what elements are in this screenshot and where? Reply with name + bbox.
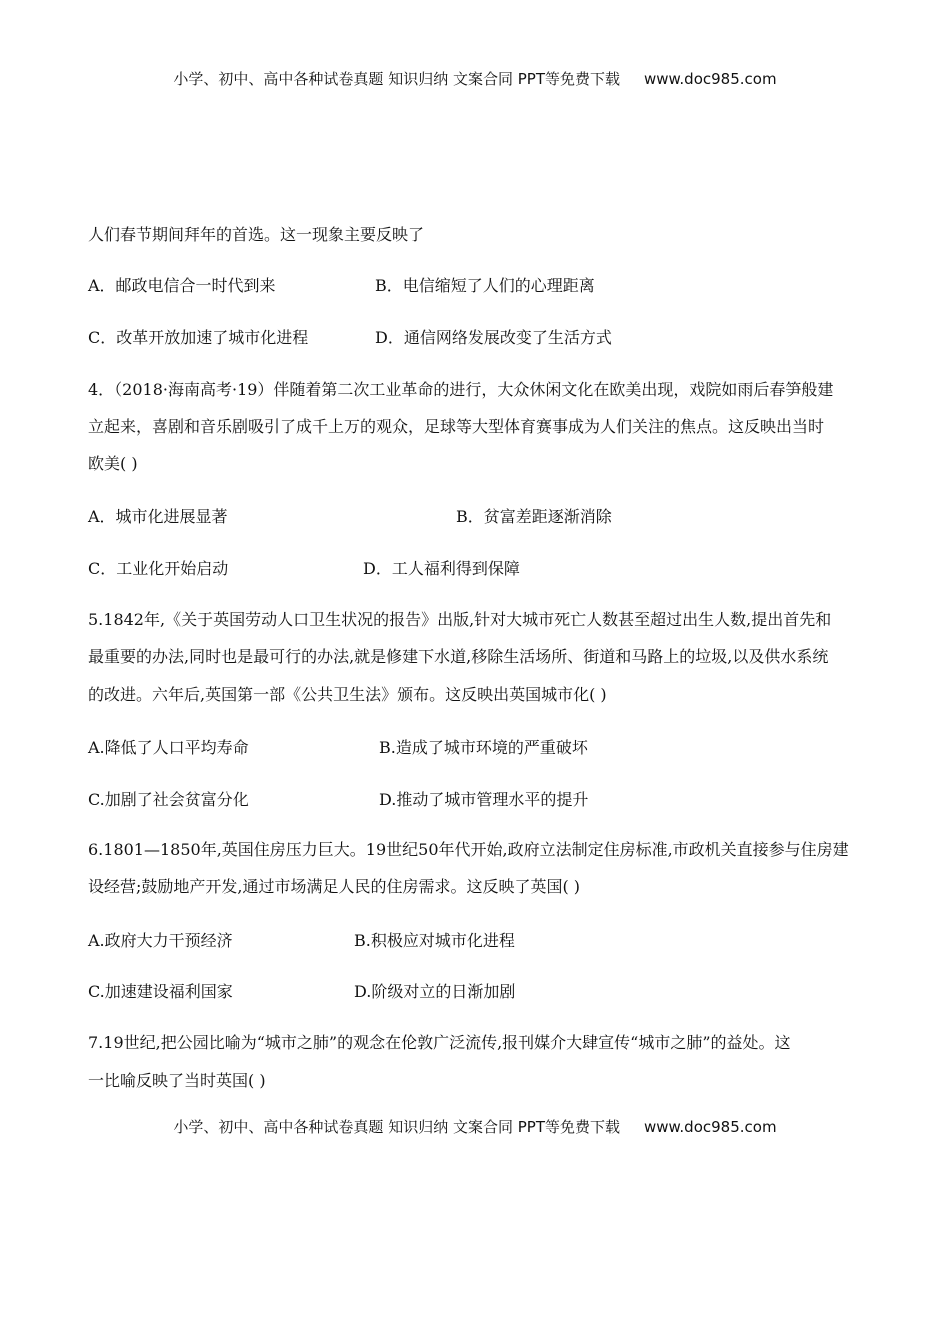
header-url[interactable]: www.doc985.com <box>643 70 777 88</box>
q7-stem-line-1: 7.19世纪,把公园比喻为“城市之肺”的观念在伦敦广泛流传,报刊媒介大肆宣传“城市之肺”的益处。这 <box>88 1033 791 1052</box>
footer-url[interactable]: www.doc985.com <box>643 1118 777 1136</box>
q4-option-a: A．城市化进展显著 <box>88 507 228 526</box>
q4-option-c: C．工业化开始启动 <box>88 559 229 578</box>
q6-option-c: C.加速建设福利国家 <box>88 982 233 1001</box>
header-text: 小学、初中、高中各种试卷真题 知识归纳 文案合同 PPT等免费下载 <box>173 70 620 88</box>
q6-option-d: D.阶级对立的日渐加剧 <box>354 982 516 1001</box>
q6-option-b: B.积极应对城市化进程 <box>354 931 515 950</box>
page-footer <box>0 1116 950 1137</box>
q5-option-c: C.加剧了社会贫富分化 <box>88 790 249 809</box>
q5-option-d: D.推动了城市管理水平的提升 <box>379 790 589 809</box>
q5-stem-line-2: 最重要的办法,同时也是最可行的办法,就是修建下水道,移除生活场所、街道和马路上的垃圾,以及供水系统 <box>88 647 829 666</box>
q3-option-c: C．改革开放加速了城市化进程 <box>88 328 309 347</box>
q7-stem-line-2: 一比喻反映了当时英国( ) <box>88 1071 266 1090</box>
q4-stem-line-3: 欧美( ) <box>88 454 138 473</box>
q4-stem-line-1: 4．（2018·海南高考·19）伴随着第二次工业革命的进行，大众休闲文化在欧美出现，戏院如雨后春笋般建 <box>88 380 834 399</box>
q6-option-a: A.政府大力干预经济 <box>88 931 233 950</box>
q5-stem-line-3: 的改进。六年后,英国第一部《公共卫生法》颁布。这反映出英国城市化( ) <box>88 685 607 704</box>
q3-stem-tail: 人们春节期间拜年的首选。这一现象主要反映了 <box>88 225 425 244</box>
q3-option-b: B．电信缩短了人们的心理距离 <box>375 276 595 295</box>
q4-option-b: B．贫富差距逐渐消除 <box>456 507 612 526</box>
q5-stem-line-1: 5.1842年,《关于英国劳动人口卫生状况的报告》出版,针对大城市死亡人数甚至超过出生人数,提出首先和 <box>88 610 832 629</box>
q4-option-d: D．工人福利得到保障 <box>363 559 520 578</box>
q5-option-a: A.降低了人口平均寿命 <box>88 738 249 757</box>
page-header <box>0 68 950 89</box>
q6-stem-line-2: 设经营;鼓励地产开发,通过市场满足人民的住房需求。这反映了英国( ) <box>88 877 581 896</box>
footer-text: 小学、初中、高中各种试卷真题 知识归纳 文案合同 PPT等免费下载 <box>173 1118 620 1136</box>
q4-stem-line-2: 立起来，喜剧和音乐剧吸引了成千上万的观众，足球等大型体育赛事成为人们关注的焦点。这反映出当时 <box>88 417 825 436</box>
q3-option-a: A．邮政电信合一时代到来 <box>88 276 276 295</box>
q5-option-b: B.造成了城市环境的严重破坏 <box>379 738 588 757</box>
q6-stem-line-1: 6.1801—1850年,英国住房压力巨大。19世纪50年代开始,政府立法制定住房标准,市政机关直接参与住房建 <box>88 840 849 859</box>
q3-option-d: D．通信网络发展改变了生活方式 <box>375 328 612 347</box>
